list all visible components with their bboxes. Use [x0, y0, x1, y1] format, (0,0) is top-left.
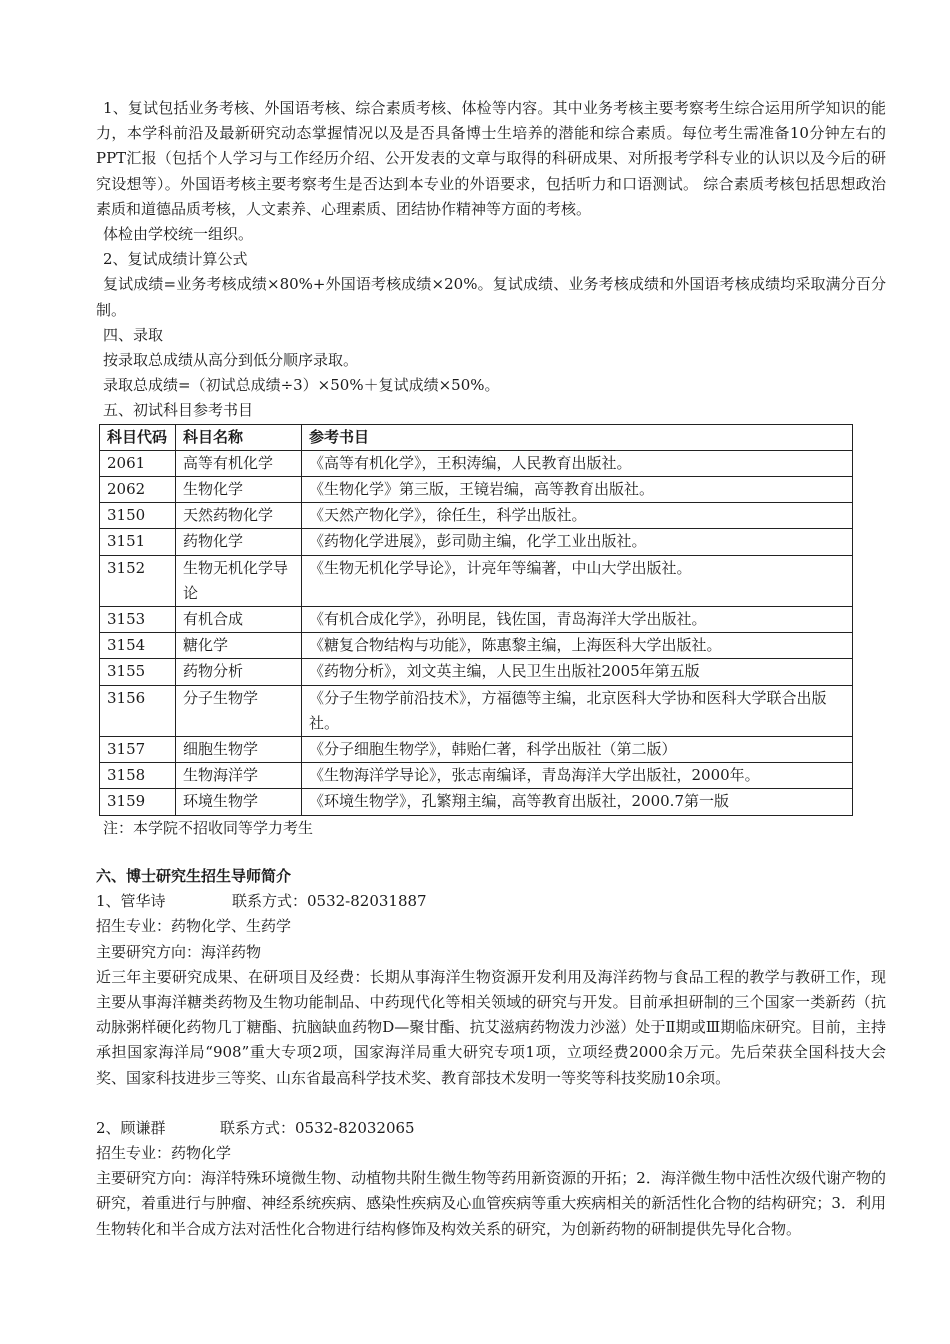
advisor1-achievements: 近三年主要研究成果、在研项目及经费：长期从事海洋生物资源开发利用及海洋药物与食品工程的教学与教研工作，现主要从事海洋糖类药物及生物功能制品、中药现代化等相关领域的研究与开发。目前承担研制的三个国家一类新药（抗动脉粥样硬化药物几丁糖酯、抗脑缺血药物D—聚甘酯、抗艾滋病药物泼力沙滋）处于Ⅱ期或Ⅲ期临床研究。目前，主持承担国家海洋局“908”重大专项2项，国家海洋局重大研究专项1项，立项经费2000余万元。先后荣获全国科技大会奖、国家科技进步三等奖、山东省最高科学技术奖、教育部技术发明一等奖等科技奖励10余项。: [96, 967, 886, 1087]
cell-book: 《药物化学进展》，彭司勋主编，化学工业出版社。: [302, 529, 853, 555]
advisor1-direction: 主要研究方向：海洋药物: [96, 942, 262, 961]
table-row: [100, 555, 853, 606]
cell-book: 《有机合成化学》，孙明昆，钱佐国，青岛海洋大学出版社。: [302, 607, 853, 633]
cell-book: 《分子细胞生物学》，韩贻仁著，科学出版社（第二版）: [302, 737, 853, 763]
retest-paragraph-2: 体检由学校统一组织。: [103, 225, 254, 244]
cell-subject: 天然药物化学: [176, 503, 302, 529]
cell-code: 3159: [100, 789, 176, 815]
cell-book: 《生物无机化学导论》，计亮年等编著，中山大学出版社。: [302, 555, 853, 606]
cell-book: 《分子生物学前沿技术》，方福德等主编，北京医科大学协和医科大学联合出版社。: [302, 685, 853, 736]
admission-paragraph-2: 录取总成绩=（初试总成绩÷3）×50%＋复试成绩×50%。: [103, 376, 500, 395]
cell-book: 《天然产物化学》，徐任生，科学出版社。: [302, 503, 853, 529]
table-row: [100, 503, 853, 529]
advisor2-direction: 主要研究方向：海洋特殊环境微生物、动植物共附生微生物等药用新资源的开拓；2．海洋微生物中活性次级代谢产物的研究，着重进行与肿瘤、神经系统疾病、感染性疾病及心血管疾病等重大疾病相关的新活性化合物的结构研究；3．利用生物转化和半合成方法对活性化合物进行结构修饰及构效关系的研究，为创新药物的研制提供先导化合物。: [96, 1169, 886, 1238]
cell-subject: 生物无机化学导论: [176, 555, 302, 606]
advisor1-contact: 联系方式：0532-82031887: [232, 892, 427, 911]
advisor1-header: [96, 889, 886, 914]
cell-book: 《生物海洋学导论》，张志南编译，青岛海洋大学出版社，2000年。: [302, 763, 853, 789]
cell-code: 3152: [100, 555, 176, 606]
books-note: 注：本学院不招收同等学力考生: [103, 818, 314, 837]
advisor1-major: 招生专业：药物化学、生药学: [96, 917, 292, 936]
table-row: [100, 685, 853, 736]
cell-code: 3154: [100, 633, 176, 659]
cell-subject: 药物分析: [176, 659, 302, 685]
header-code: 科目代码: [100, 424, 176, 450]
advisor2-header: [96, 1116, 886, 1141]
cell-code: 3150: [100, 503, 176, 529]
retest-formula-paragraph: 复试成绩=业务考核成绩×80%+外国语考核成绩×20%。复试成绩、业务考核成绩和外国语考核成绩均采取满分百分制。: [96, 275, 886, 319]
cell-subject: 分子生物学: [176, 685, 302, 736]
cell-code: 3151: [100, 529, 176, 555]
cell-book: 《生物化学》第三版，王镜岩编，高等教育出版社。: [302, 477, 853, 503]
books-title: 五、初试科目参考书目: [103, 401, 254, 420]
table-row: [100, 450, 853, 476]
document-page: [96, 96, 886, 1242]
cell-subject: 药物化学: [176, 529, 302, 555]
table-body: [100, 450, 853, 815]
retest-formula-heading: 2、复试成绩计算公式: [103, 250, 248, 269]
cell-code: 3158: [100, 763, 176, 789]
cell-subject: 有机合成: [176, 607, 302, 633]
advisors-title: 六、博士研究生招生导师简介: [96, 866, 292, 885]
header-subject: 科目名称: [176, 424, 302, 450]
cell-code: 2062: [100, 477, 176, 503]
cell-subject: 高等有机化学: [176, 450, 302, 476]
header-books: 参考书目: [302, 424, 853, 450]
table-row: [100, 789, 853, 815]
cell-book: 《环境生物学》，孔繁翔主编，高等教育出版社，2000.7第一版: [302, 789, 853, 815]
cell-subject: 生物海洋学: [176, 763, 302, 789]
cell-book: 《药物分析》，刘文英主编，人民卫生出版社2005年第五版: [302, 659, 853, 685]
advisor2-contact: 联系方式：0532-82032065: [220, 1118, 415, 1137]
cell-subject: 糖化学: [176, 633, 302, 659]
admission-title: 四、录取: [103, 325, 164, 344]
retest-paragraph-1: 1、复试包括业务考核、外国语考核、综合素质考核、体检等内容。其中业务考核主要考察考生综合运用所学知识的能力，本学科前沿及最新研究动态掌握情况以及是否具备博士生培养的潜能和综合素质。每位考生需准备10分钟左右的PPT汇报（包括个人学习与工作经历介绍、公开发表的文章与取得的科研成果、对所报考学科专业的认识以及今后的研究设想等）。外国语考核主要考察考生是否达到本专业的外语要求，包括听力和口语测试。 综合素质考核包括思想政治素质和道德品质考核，人文素养、心理素质、团结协作精神等方面的考核。: [96, 99, 886, 218]
cell-subject: 环境生物学: [176, 789, 302, 815]
table-row: [100, 607, 853, 633]
cell-code: 3157: [100, 737, 176, 763]
table-row: [100, 633, 853, 659]
table-row: [100, 763, 853, 789]
cell-code: 3156: [100, 685, 176, 736]
cell-code: 3153: [100, 607, 176, 633]
table-row: [100, 737, 853, 763]
cell-code: 2061: [100, 450, 176, 476]
reference-books-table: [99, 424, 853, 816]
table-header-row: [100, 424, 853, 450]
table-row: [100, 529, 853, 555]
cell-book: 《糖复合物结构与功能》，陈惠黎主编，上海医科大学出版社。: [302, 633, 853, 659]
spacer: [96, 1091, 886, 1116]
advisor1-name: 1、管华诗: [96, 892, 166, 911]
cell-book: 《高等有机化学》，王积涛编，人民教育出版社。: [302, 450, 853, 476]
admission-paragraph-1: 按录取总成绩从高分到低分顺序录取。: [103, 351, 359, 370]
cell-subject: 细胞生物学: [176, 737, 302, 763]
advisor2-name: 2、顾谦群: [96, 1118, 166, 1137]
table-row: [100, 477, 853, 503]
cell-subject: 生物化学: [176, 477, 302, 503]
table-row: [100, 659, 853, 685]
cell-code: 3155: [100, 659, 176, 685]
advisor2-major: 招生专业：药物化学: [96, 1143, 232, 1162]
